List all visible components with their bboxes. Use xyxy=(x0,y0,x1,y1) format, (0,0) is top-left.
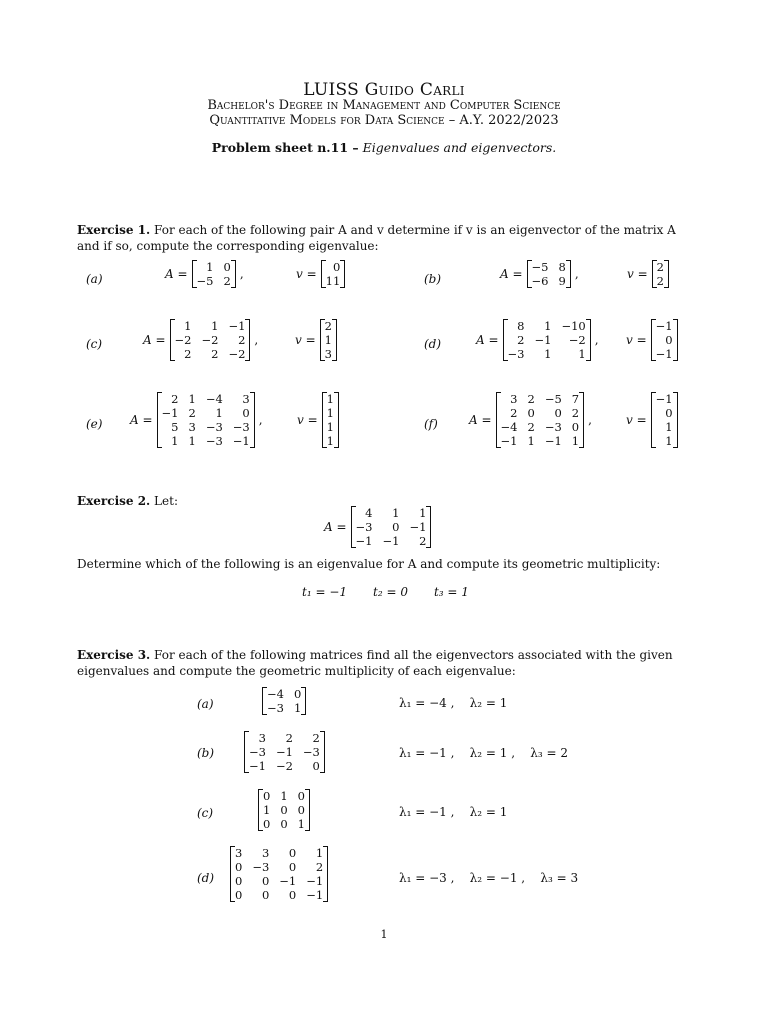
exercise2-intro: Let: xyxy=(154,494,178,508)
exercise3-text: For each of the following matrices find all the eigenvectors associated with the given eigenvalues and compute the geometric multiplicity of each eigenvalue: xyxy=(77,648,673,678)
matrix-entry: 3 xyxy=(235,846,243,860)
matrix-entry: 8 xyxy=(517,319,525,333)
matrix-entry: 1 xyxy=(527,434,535,448)
exercise3-item-label: (a) xyxy=(197,697,214,711)
vector-v xyxy=(322,392,339,448)
exercise3-item-label: (b) xyxy=(197,746,215,760)
exercise3-matrix xyxy=(244,731,325,773)
matrix-entry: 1 xyxy=(280,789,288,803)
exercise3-item-label: (d) xyxy=(197,871,215,885)
exercise1-vector-v xyxy=(627,260,669,288)
matrix-entry: 0 xyxy=(293,687,302,701)
exercise1-vector-v xyxy=(295,319,337,361)
matrix-entry: 0 xyxy=(235,860,243,874)
matrix-symbol: A = xyxy=(324,520,347,534)
matrix-entry: 1 xyxy=(315,846,324,860)
matrix-entry: 1 xyxy=(188,392,196,406)
matrix-entry: 2 xyxy=(510,406,518,420)
matrix-entry: 1 xyxy=(293,701,302,715)
comma: , xyxy=(574,267,579,281)
matrix-entry: 0 xyxy=(261,888,270,902)
vector-symbol: v = xyxy=(296,267,317,281)
matrix-entry: −3 xyxy=(252,860,270,874)
matrix-entry: 0 xyxy=(297,803,305,817)
matrix-M xyxy=(230,846,328,902)
matrix-entry: 7 xyxy=(571,392,580,406)
matrix-entry: 1 xyxy=(326,392,334,406)
exercise2-question xyxy=(77,556,692,572)
matrix-entry: −10 xyxy=(561,319,586,333)
exercise1-item-label: (f) xyxy=(424,417,438,431)
exercise1-statement xyxy=(77,222,692,254)
sheet-number: Problem sheet n.11 – xyxy=(211,140,359,155)
matrix-entry: 8 xyxy=(558,260,566,274)
matrix-entry: 2 xyxy=(527,420,535,434)
matrix-entry: −1 xyxy=(382,534,400,548)
matrix-entry: −1 xyxy=(306,888,324,902)
vector-symbol: v = xyxy=(295,333,316,347)
matrix-entry: −1 xyxy=(232,434,250,448)
matrix-A xyxy=(351,506,432,548)
matrix-entry: −1 xyxy=(655,347,673,361)
vector-v xyxy=(652,260,669,288)
eigenvalue-candidate: t₂ = 0 xyxy=(373,585,408,599)
exercise1-item-label: (d) xyxy=(424,337,442,351)
matrix-entry: 1 xyxy=(544,347,552,361)
comma: , xyxy=(239,267,244,281)
matrix-entry: 2 xyxy=(315,860,324,874)
matrix-entry: −3 xyxy=(355,520,373,534)
matrix-entry: −3 xyxy=(205,420,223,434)
matrix-entry: 1 xyxy=(188,434,196,448)
matrix-entry: −1 xyxy=(534,333,552,347)
matrix-entry: 0 xyxy=(665,406,673,420)
vector-v xyxy=(321,260,346,288)
matrix-entry: 9 xyxy=(558,274,566,288)
matrix-A xyxy=(503,319,591,361)
matrix-entry: −1 xyxy=(249,759,266,773)
matrix-entry: −1 xyxy=(279,874,297,888)
matrix-entry: −5 xyxy=(196,274,214,288)
exercise2-matrix xyxy=(324,506,431,548)
exercise2-statement xyxy=(77,493,178,509)
matrix-symbol: A = xyxy=(500,267,523,281)
eigenvalue-candidate: t₁ = −1 xyxy=(302,585,348,599)
exercise3-matrix xyxy=(258,789,310,831)
matrix-entry: −1 xyxy=(306,874,324,888)
vector-symbol: v = xyxy=(626,333,647,347)
university-title: LUISS Guido Carli xyxy=(303,80,465,100)
matrix-entry: 2 xyxy=(211,347,219,361)
exercise3-matrix xyxy=(262,687,306,715)
matrix-entry: 5 xyxy=(171,420,179,434)
matrix-entry: 2 xyxy=(656,274,664,288)
course-line: Quantitative Models for Data Science – A.Y. 2022/2023 xyxy=(209,113,559,128)
exercise1-vector-v xyxy=(626,319,678,361)
matrix-entry: 2 xyxy=(312,731,320,745)
matrix-entry: −1 xyxy=(228,319,246,333)
exercise1-matrix-A xyxy=(469,392,596,448)
matrix-entry: −5 xyxy=(544,392,562,406)
matrix-entry: 0 xyxy=(332,260,341,274)
matrix-entry: −2 xyxy=(228,347,246,361)
exercise3-eigenvalues: λ₁ = −3 , λ₂ = −1 , λ₃ = 3 xyxy=(399,871,579,885)
exercise3-heading: Exercise 3. xyxy=(77,648,151,662)
matrix-M xyxy=(262,687,306,715)
matrix-entry: 3 xyxy=(510,392,518,406)
matrix-entry: 0 xyxy=(223,260,231,274)
matrix-symbol: A = xyxy=(130,413,153,427)
matrix-entry: −3 xyxy=(267,701,284,715)
comma: , xyxy=(588,413,592,427)
matrix-entry: 1 xyxy=(544,319,552,333)
matrix-entry: 1 xyxy=(326,406,334,420)
exercise2-heading: Exercise 2. xyxy=(77,494,151,508)
exercise1-matrix-A xyxy=(476,319,603,361)
matrix-entry: 0 xyxy=(242,406,250,420)
matrix-entry: −2 xyxy=(201,333,219,347)
exercise1-vector-v xyxy=(626,392,678,448)
exercise2-text: Determine which of the following is an eigenvalue for A and compute its geometric multiplicity: xyxy=(77,557,661,571)
matrix-entry: 0 xyxy=(392,520,400,534)
matrix-entry: 0 xyxy=(235,888,243,902)
matrix-entry: −3 xyxy=(232,420,250,434)
vector-v xyxy=(320,319,337,361)
exercise1-matrix-A xyxy=(165,260,248,288)
matrix-entry: 0 xyxy=(571,420,580,434)
exercise3-eigenvalues: λ₁ = −1 , λ₂ = 1 xyxy=(399,805,508,819)
matrix-entry: 2 xyxy=(324,319,332,333)
vector-symbol: v = xyxy=(297,413,318,427)
exercise1-matrix-A xyxy=(130,392,267,448)
matrix-entry: −3 xyxy=(507,347,525,361)
matrix-entry: 0 xyxy=(280,803,288,817)
matrix-entry: 1 xyxy=(206,260,214,274)
matrix-entry: 0 xyxy=(288,860,297,874)
matrix-entry: 2 xyxy=(285,731,293,745)
matrix-entry: −1 xyxy=(161,406,179,420)
matrix-entry: −3 xyxy=(302,745,320,759)
matrix-entry: 0 xyxy=(665,333,673,347)
problem-sheet-title xyxy=(0,140,768,155)
matrix-entry: 2 xyxy=(517,333,525,347)
matrix-entry: 1 xyxy=(211,319,219,333)
matrix-entry: 1 xyxy=(324,333,332,347)
matrix-entry: 2 xyxy=(171,392,179,406)
matrix-entry: 4 xyxy=(365,506,373,520)
matrix-entry: 1 xyxy=(326,420,334,434)
exercise3-eigenvalues: λ₁ = −1 , λ₂ = 1 , λ₃ = 2 xyxy=(399,746,569,760)
matrix-entry: −2 xyxy=(174,333,192,347)
matrix-A xyxy=(157,392,255,448)
vector-symbol: v = xyxy=(626,413,647,427)
matrix-entry: −4 xyxy=(267,687,284,701)
degree-line: Bachelor's Degree in Management and Computer Science xyxy=(207,98,561,113)
matrix-entry: −1 xyxy=(355,534,373,548)
matrix-entry: 1 xyxy=(263,803,271,817)
matrix-entry: 2 xyxy=(656,260,664,274)
matrix-M xyxy=(258,789,310,831)
matrix-entry: −4 xyxy=(500,420,518,434)
exercise1-item-label: (b) xyxy=(424,272,442,286)
matrix-entry: −1 xyxy=(409,520,427,534)
matrix-entry: 2 xyxy=(571,406,580,420)
matrix-entry: 1 xyxy=(184,319,192,333)
comma: , xyxy=(594,333,599,347)
matrix-A xyxy=(496,392,585,448)
comma: , xyxy=(258,413,263,427)
matrix-M xyxy=(244,731,325,773)
matrix-entry: 2 xyxy=(184,347,192,361)
matrix-entry: 3 xyxy=(242,392,250,406)
matrix-entry: 0 xyxy=(261,874,270,888)
exercise1-item-label: (a) xyxy=(86,272,103,286)
exercise2-candidates xyxy=(302,585,495,599)
matrix-entry: 0 xyxy=(527,406,535,420)
matrix-entry: −3 xyxy=(205,434,223,448)
matrix-symbol: A = xyxy=(469,413,492,427)
matrix-entry: −6 xyxy=(531,274,549,288)
matrix-entry: −1 xyxy=(655,392,673,406)
exercise1-matrix-A xyxy=(500,260,583,288)
vector-symbol: v = xyxy=(627,267,648,281)
matrix-entry: 0 xyxy=(280,817,288,831)
matrix-entry: 2 xyxy=(419,534,427,548)
exercise3-item-label: (c) xyxy=(197,806,214,820)
matrix-entry: 3 xyxy=(261,846,270,860)
matrix-entry: −3 xyxy=(544,420,562,434)
matrix-entry: 1 xyxy=(571,434,580,448)
exercise3-statement xyxy=(77,647,692,679)
matrix-entry: 0 xyxy=(297,789,305,803)
matrix-entry: −4 xyxy=(205,392,223,406)
matrix-entry: 2 xyxy=(188,406,196,420)
sheet-topic: Eigenvalues and eigenvectors. xyxy=(362,140,557,155)
matrix-entry: 1 xyxy=(665,434,673,448)
page-number: 1 xyxy=(380,928,388,941)
vector-v xyxy=(651,319,678,361)
exercise1-item-label: (e) xyxy=(86,417,103,431)
exercise1-vector-v xyxy=(296,260,345,288)
matrix-entry: 1 xyxy=(171,434,179,448)
matrix-A xyxy=(527,260,571,288)
matrix-entry: 1 xyxy=(665,420,673,434)
matrix-entry: −1 xyxy=(500,434,518,448)
matrix-entry: 2 xyxy=(238,333,246,347)
matrix-symbol: A = xyxy=(165,267,188,281)
matrix-entry: 0 xyxy=(312,759,320,773)
eigenvalue-candidate: t₃ = 1 xyxy=(433,585,469,599)
matrix-entry: 1 xyxy=(326,434,334,448)
matrix-entry: −1 xyxy=(275,745,293,759)
matrix-entry: −5 xyxy=(531,260,549,274)
matrix-A xyxy=(192,260,236,288)
matrix-entry: 1 xyxy=(419,506,427,520)
matrix-entry: −2 xyxy=(568,333,586,347)
matrix-entry: 0 xyxy=(263,789,271,803)
comma: , xyxy=(254,333,259,347)
matrix-entry: 1 xyxy=(215,406,223,420)
matrix-entry: 3 xyxy=(258,731,266,745)
matrix-entry: 0 xyxy=(263,817,271,831)
matrix-entry: 3 xyxy=(324,347,332,361)
matrix-entry: −1 xyxy=(655,319,673,333)
matrix-entry: 1 xyxy=(392,506,400,520)
matrix-entry: 0 xyxy=(235,874,243,888)
matrix-entry: 2 xyxy=(527,392,535,406)
matrix-entry: 0 xyxy=(288,888,297,902)
matrix-symbol: A = xyxy=(476,333,499,347)
matrix-entry: 1 xyxy=(578,347,586,361)
exercise3-eigenvalues: λ₁ = −4 , λ₂ = 1 xyxy=(399,696,508,710)
matrix-entry: −3 xyxy=(249,745,266,759)
exercise1-matrix-A xyxy=(143,319,262,361)
exercise1-heading: Exercise 1. xyxy=(77,223,151,237)
exercise1-text: For each of the following pair A and v determine if v is an eigenvector of the matrix A and if so, compute the corresponding eigenvalue: xyxy=(77,223,676,253)
matrix-entry: 11 xyxy=(325,274,341,288)
matrix-entry: −1 xyxy=(544,434,562,448)
vector-v xyxy=(651,392,678,448)
exercise3-matrix xyxy=(230,846,328,902)
matrix-entry: 2 xyxy=(223,274,231,288)
matrix-entry: 3 xyxy=(188,420,196,434)
matrix-entry: 1 xyxy=(297,817,305,831)
matrix-symbol: A = xyxy=(143,333,166,347)
matrix-entry: 0 xyxy=(288,846,297,860)
matrix-A xyxy=(170,319,251,361)
exercise1-item-label: (c) xyxy=(86,337,103,351)
exercise1-vector-v xyxy=(297,392,339,448)
matrix-entry: 0 xyxy=(554,406,562,420)
matrix-entry: −2 xyxy=(275,759,293,773)
